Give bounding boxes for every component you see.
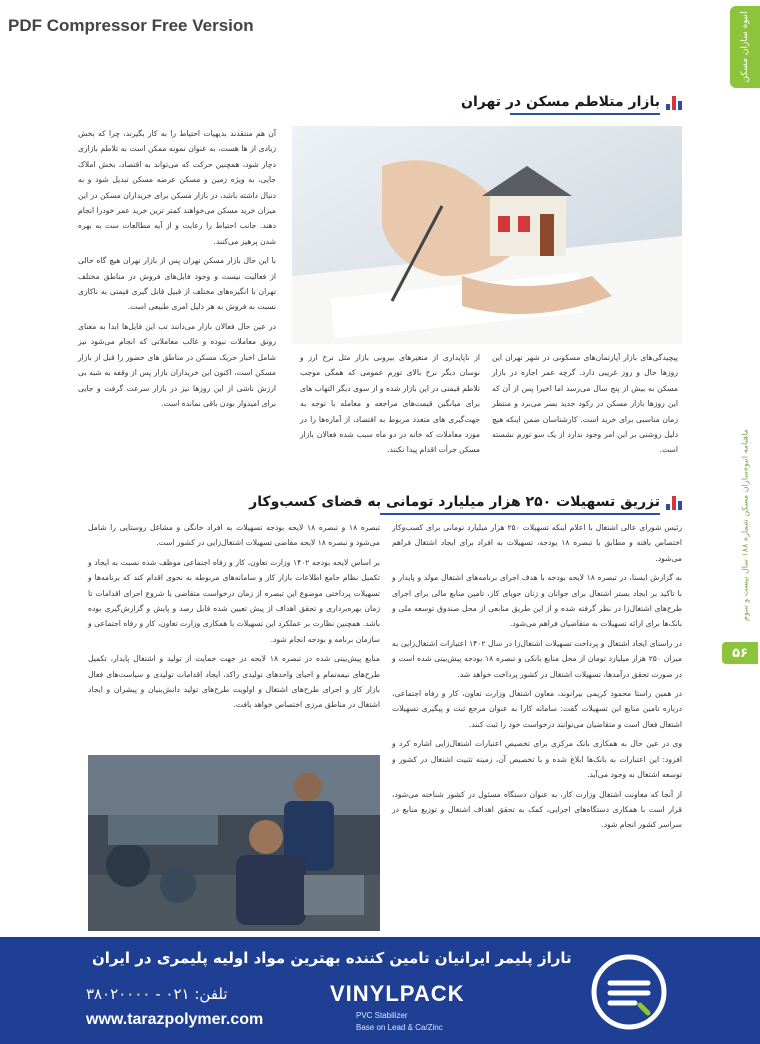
ad-phone: تلفن: ۰۲۱ - ۳۸۰۲۰۰۰۰ [86, 985, 228, 1003]
ad-brand: VINYLPACK [330, 981, 465, 1006]
page-number: ۵۶ [722, 642, 758, 664]
article1-col-left: پیچیدگی‌های بازار آپارتمان‌های مسکونی در شهر تهران این روزها حال و روز غریبی دارد. گرچه عمر اجاره در بازار مسکن به بیش از پنج سال می‌رسد اما اخیرا پس از آن که این روزها بازار مسکن در رکود جدید بسر می‌برد و منتظر زمان مناسبی برای خرید است. کارشناسان ضمن اینکه هیچ دلیل روشنی بر این امر وجود ندارد از یک سو تورم نشسته است. [492, 353, 678, 455]
article1-col-mid: از ناپایداری از متغیرهای بیرونی بازار مثل نرخ ارز و نوسان دیگر نرخ بالای تورم عمومی که همگی موجب تلاطم قیمتی در این بازار شده و از سوی دیگر التهاب های برای میانگین قیمت‌های مراجعه و معامله با توجه به جهت‌گیری های متعدد مربوط به اقتصاد، از آماره‌ها را در مورد معاملات که خانه در دو ماه سبب شده فعالان بازار مسکن جرأت اقدام پیدا نکنند. [300, 353, 480, 455]
advertisement-banner [0, 937, 760, 1044]
watermark: PDF Compressor Free Version [8, 16, 254, 35]
bar-chart-icon [666, 94, 682, 110]
factory-workers-photo [88, 755, 380, 931]
ad-subtitle-2: Base on Lead & Ca/Zinc [356, 1023, 443, 1032]
bar-chart-icon [666, 494, 682, 510]
article2-col-left: تبصره ۱۸ و تبصره ۱۸ لایحه بودجه تسهیلات به افراد خانگی و مشاغل روستایی را شامل می‌شود و تبصره ۱۸ لایحه مقاضی تسهیلات اشتغال‌زایی در کشور است. بر اساس لایحه بودجه ۱۴۰۲ وزارت تعاون، کار و رفاه اجتماعی موظف شده نسبت به ایجاد و تکمیل نظام جامع اطلاعات بازار کار و سامانه‌های مربوطه به نحوی اقدام کند که برنامه‌ها و تسهیلات پرداختی موضوع این تبصره از زمان درخواست متقاضی یا شروع اجرای اقدامات تا زمان بهره‌برداری و تحقق اهداف از پیش تعیین شده قابل رصد و پایش و گزارش‌گیری بوده باشد. همچنین نظارت بر عملکرد این تسهیلات با همکاری وزارت تعاون، کار و رفاه اجتماعی و سازمان برنامه و بودجه انجام شود. منابع پیش‌بینی شده در تبصره ۱۸ لایحه در جهت حمایت از تولید و اشتغال پایدار، تکمیل طرح‌های نیمه‌تمام و احیای واحدهای تولیدی راکد، ایجاد اقدامات تولیدی و سیاست‌های فعال بازار کار و اجرای طرح‌های اشتغال و اولویت طرح‌های تولید دانش‌بنیان و پیشران و ایجاد اشتغال در مناطق مرزی اختصاص خواهد یافت. [88, 523, 381, 710]
article2-title: تزریق تسهیلات ۲۵۰ هزار میلیارد تومانی به فضای کسب‌وکار [249, 494, 682, 510]
article1-col-right: آن هم منتقدند بدیهیات احتیاط را به کار بگیرند، چرا که بخش زیادی از ها هست، به عنوان نمونه ممکن است به تلاطم بازاری دچار شود، همچنین حرکت که می‌تواند به اقتصاد، بخش املاک جایی، به ویژه زمین و مسکن عرضه مسکن تبدیل شود و به دنبال داشته باشد، در بازار مسکن برای خریداران مسکن در این میزان خرید مسکن می‌خواهند کمتر ترین خرید عمر خودرا انجام دهند. جانب احتیاط را رعایت و از آیه مطالعات ست به بهره شدن پرهیز می‌کنند. با این حال بازار مسکن تهران پس از بازار تهران هیچ گاه خالی از فعالیت نیست و وجود فایل‌های فروش در مناطق مختلف تهران با انگیزه‌های مختلف از قبیل قابل گیری قیمتی به ناکاری نسبت به فروش به هر دلیل امری طبیعی است. در عین حال فعالان بازار می‌دانند تب این فایل‌ها ابدا به معنای رونق معاملات نبوده و غالب معاملاتی که انجام می‌شود نیز شامل اخبار حریک مسکن در مناطق های حضور را قبل از بازار مسکن است، اکنون این خریداران بازار پس از وقفه به شبه بی ارزش ناشی از این روزها نیز در بازار سرعت گرفت و جایی برای امیدوار بودن باقی نمانده است. [78, 129, 276, 408]
house-model-photo [292, 126, 682, 344]
article1-title: بازار متلاطم مسکن در تهران [461, 94, 682, 110]
taraz-logo-icon [590, 953, 668, 1031]
ad-tagline: تاراز پلیمر ایرانیان تامین کننده بهترین مواد اولیه پلیمری در ایران [92, 949, 572, 967]
article2-col-right: رئیس شورای عالی اشتغال با اعلام اینکه تسهیلات ۲۵۰ هزار میلیارد تومانی برای کسب‌وکار اختصاص یافته و مطابق با تبصره ۱۸ بودجه، تسهیلات به افراد برای ایجاد اشتغال فراهم می‌شود. به گزارش ایسنا، در تبصره ۱۸ لایحه بودجه با هدف اجرای برنامه‌های اشتغال مولد و پایدار و با تاکید بر ایجاد بستر اشتغال برای جوانان و زنان جویای کار، تامین منابع مالی برای اجرای طرح‌های اشتغال‌زا در نظر گرفته شده و از این طریق منابعی از محل صندوق توسعه ملی و بانک‌ها برای ارائه تسهیلات به متقاضیان فراهم می‌شود. در راستای ایجاد اشتغال و پرداخت تسهیلات اشتغال‌زا در سال ۱۴۰۲ اعتبارات اشتغال‌زایی به میزان ۲۵۰ هزار میلیارد تومان از محل منابع بانکی و تبصره ۱۸ بودجه پیش‌بینی شده است و در صورت تحقق درآمدها، تسهیلات اشتغال در کشور پرداخت خواهد شد. در همین راستا محمود کریمی بیرانوند، معاون اشتغال وزارت تعاون، کار و رفاه اجتماعی، درباره تامین منابع این تسهیلات گفت: سامانه کارا به عنوان مرجع ثبت و پیگیری تسهیلات اشتغال فعال است و متقاضیان می‌توانند درخواست خود را ثبت کنند. وی در عین حال به همکاری بانک مرکزی برای تخصیص اعتبارات اشتغال‌زایی اشاره کرد و افزود: این اعتبارات به بانک‌ها ابلاغ شده و با تخصیص آن، زمینه تثبیت اشتغال در کشور و توسعه اشتغال به وجود می‌آید. از آنجا که معاونت اشتغال وزارت کار، به عنوان دستگاه مسئول در کشور شناخته می‌شود، قرار است با همکاری دستگاه‌های اجرایی، کمک به تحقق اهداف اشتغال و توزیع منابع در سراسر کشور انجام شود. [392, 523, 682, 830]
ad-subtitle: PVC Stabilizer [356, 1011, 408, 1020]
ad-website-link[interactable]: www.tarazpolymer.com [86, 1011, 264, 1028]
section-tab: انبوه سازان مسکن [730, 6, 760, 88]
magazine-strip: ماهنامه انبوه‌سازان مسکن شماره ۱۸۸ سال بیست و سوم [740, 429, 750, 621]
